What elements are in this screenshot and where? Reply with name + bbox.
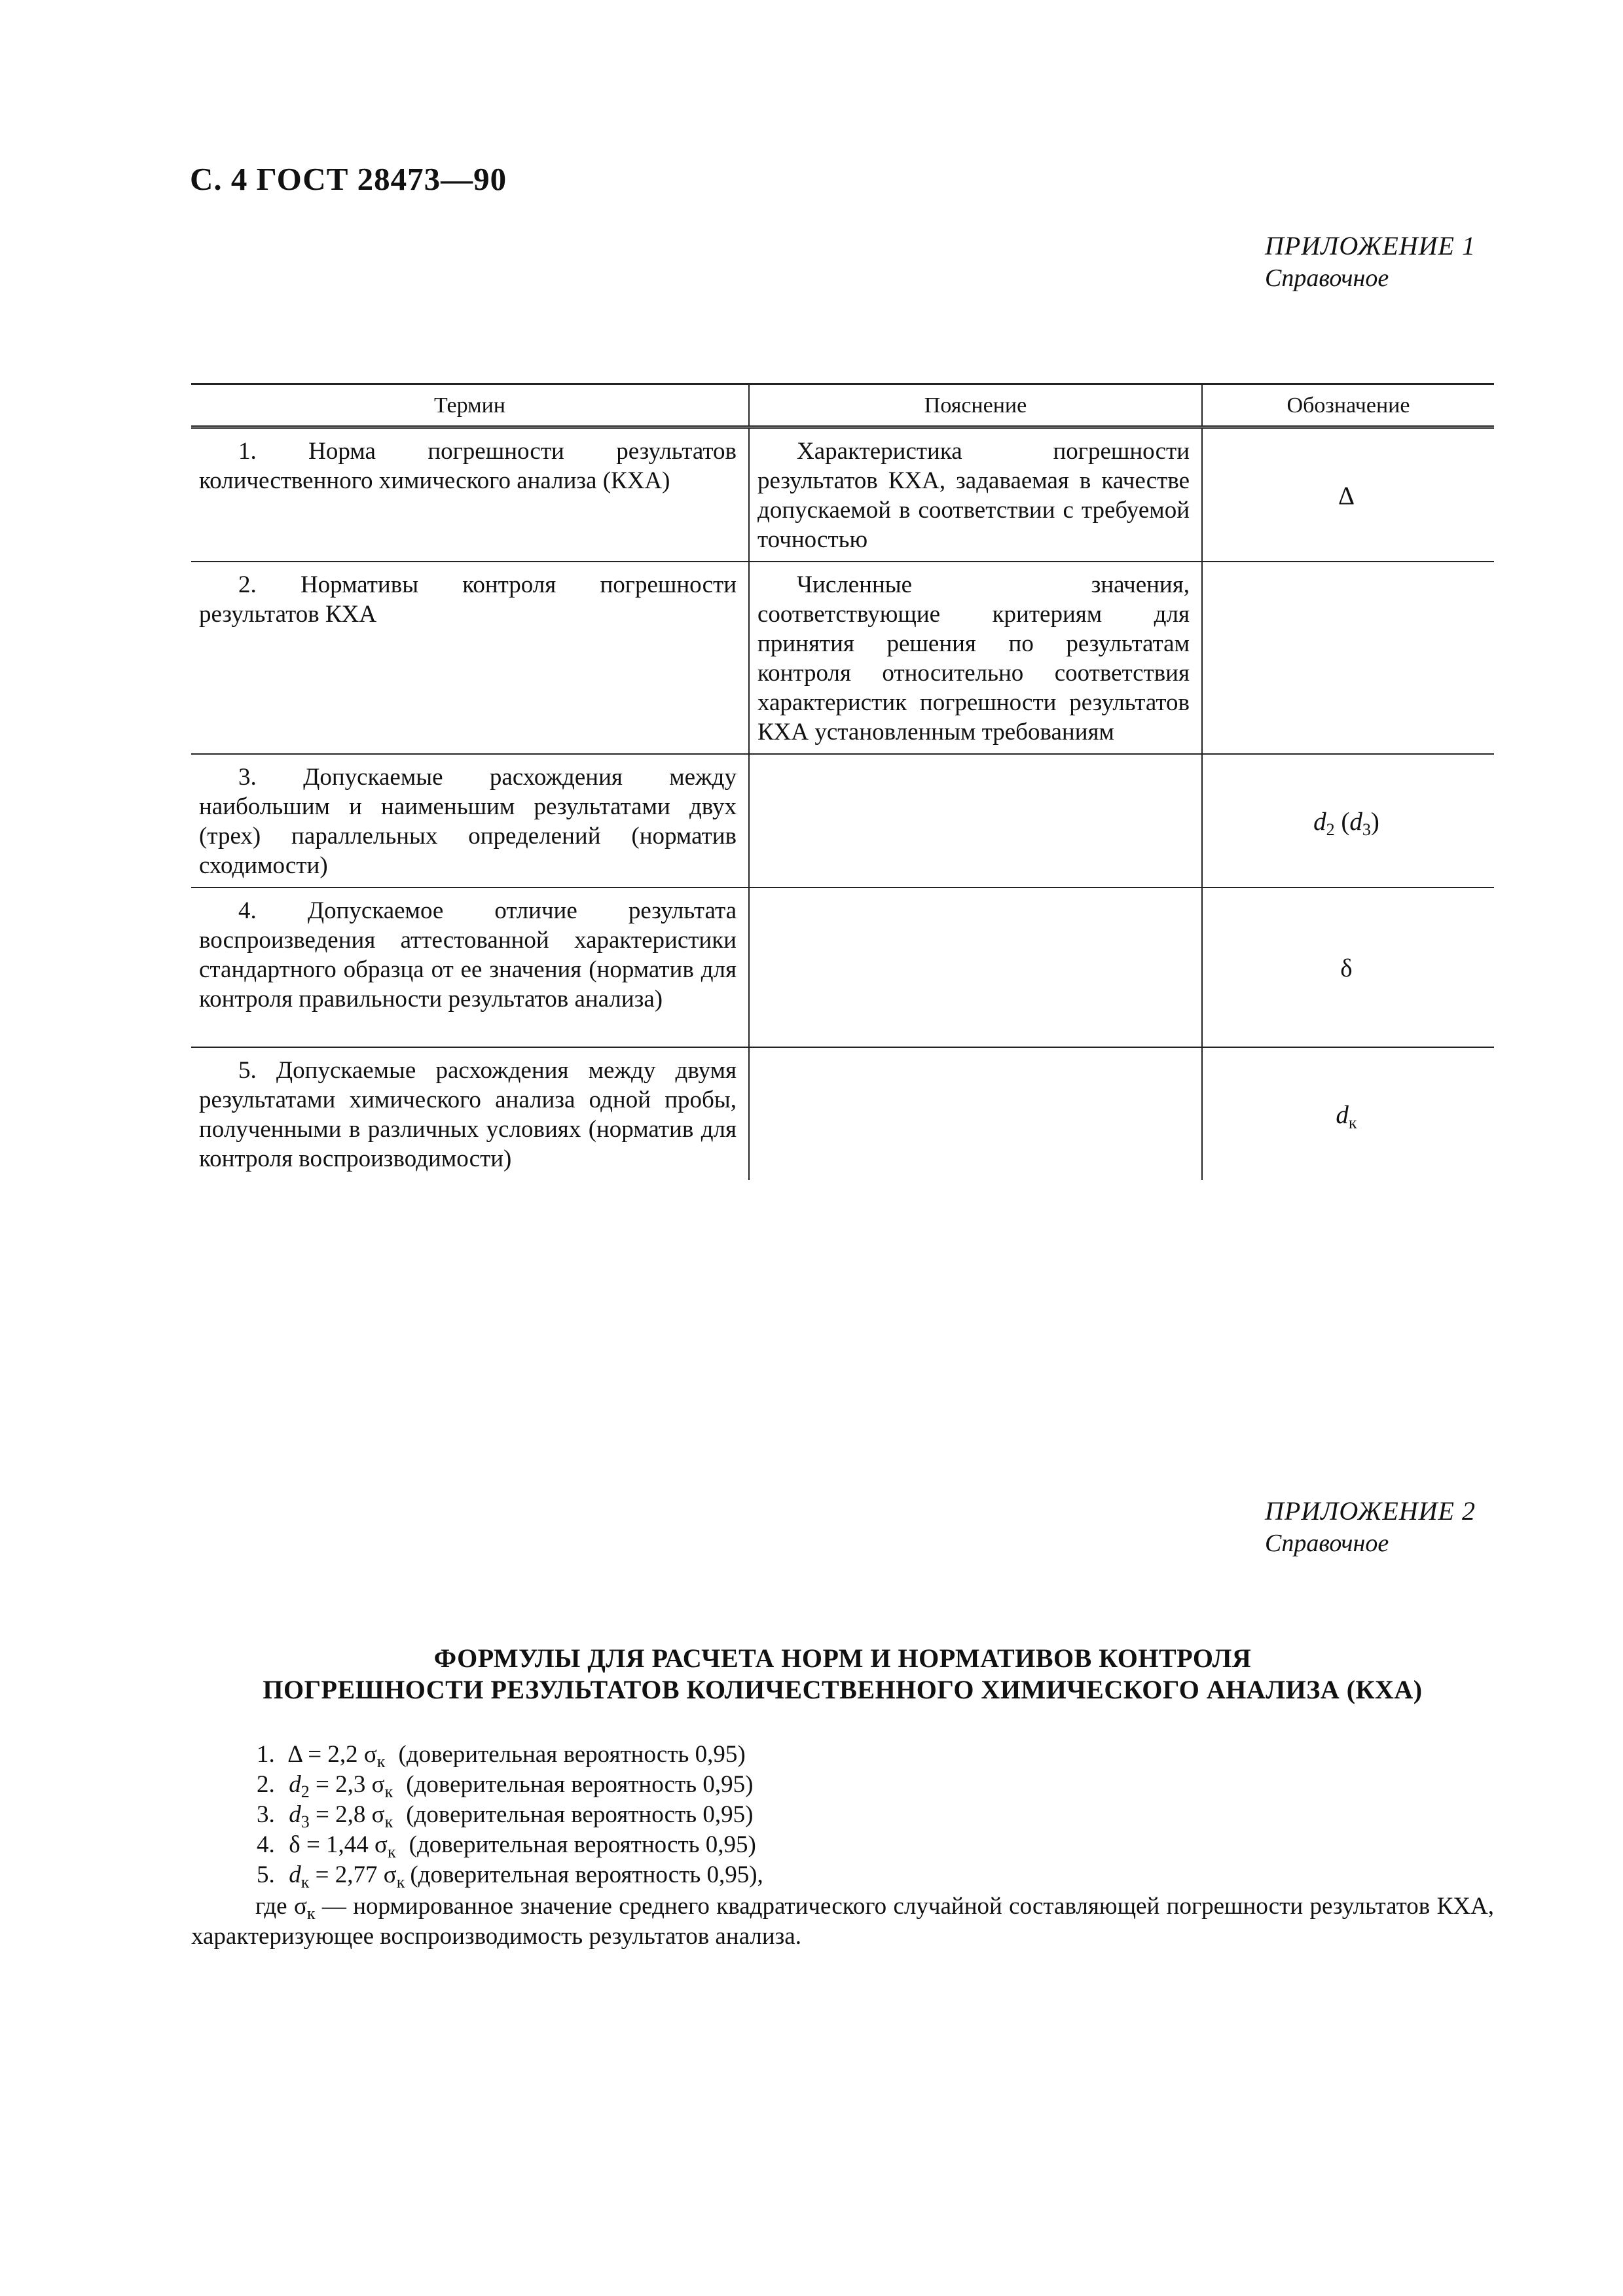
page-header: С. 4 ГОСТ 28473—90: [190, 161, 507, 197]
term-text: 3. Допускаемые расхождения между наибольшим и наименьшим результатами двух (трех) параллельных определений (норматив сходимости): [199, 764, 737, 879]
explanation-cell: [749, 562, 1202, 754]
explanation-cell: [749, 1047, 1202, 1180]
appendix-1-title: ПРИЛОЖЕНИЕ 1: [1265, 231, 1476, 260]
term-text: 5. Допускаемые расхождения между двумя результатами химического анализа одной пробы, полученными в различных условиях (норматив для контроля воспроизводимости): [199, 1057, 737, 1172]
terms-table: [191, 383, 1494, 1180]
term-text: 1. Норма погрешности результатов количественного химического анализа (КХА): [199, 438, 737, 494]
term-text: 4. Допускаемое отличие результата воспроизведения аттестованной характеристики стандартного образца от ее значения (норматив для контроля правильности результатов анализа): [199, 897, 737, 1013]
symbol-cell: [1202, 888, 1494, 1047]
symbol-dk: $d_к$: [1336, 1100, 1357, 1132]
appendix-1-label: [1265, 230, 1476, 293]
explanation-text: Численные значения, соответствующие критериям для принятия решения по результатам контроля относительно соответствия характеристик погрешности результатов КХА установленным требованиям: [757, 571, 1190, 745]
formula-item: 3. $d_3 = 2,8$ $\sigma_к$ (доверительная вероятность 0,95): [257, 1801, 754, 1831]
formula-item: 1. Δ = 2,2 $\sigma_к$ (доверительная вероятность 0,95): [257, 1741, 746, 1771]
term-cell: [191, 427, 749, 562]
formulas-list: [191, 1740, 1494, 1952]
appendix-2-title: ПРИЛОЖЕНИЕ 2: [1265, 1496, 1476, 1526]
term-cell: [191, 1047, 749, 1180]
term-cell: [191, 888, 749, 1047]
formulas-heading-line-1: ФОРМУЛЫ ДЛЯ РАСЧЕТА НОРМ И НОРМАТИВОВ КОНТРОЛЯ: [433, 1643, 1252, 1673]
table-row: [191, 427, 1494, 562]
symbol-delta-small: δ: [1340, 954, 1353, 982]
column-header-explanation: Пояснение: [749, 384, 1202, 427]
appendix-1-subtitle: Справочное: [1265, 264, 1389, 292]
explanation-cell: [749, 754, 1202, 888]
symbol-delta: Δ: [1338, 481, 1355, 510]
formulas-heading: [191, 1643, 1494, 1706]
explanation-text: Характеристика погрешности результатов КХА, задаваемая в качестве допускаемой в соответствии с требуемой точностью: [757, 438, 1190, 553]
symbol-cell: [1202, 754, 1494, 888]
formula-item: 5. $d_к = 2,77$ $\sigma_к$ (доверительная вероятность 0,95),: [257, 1861, 763, 1892]
appendix-2-label: [1265, 1496, 1476, 1558]
formula-explanation: где $\sigma_к$ — нормированное значение среднего квадратического случайной составляющей погрешности результатов КХА, характеризующее воспроизводимость результатов анализа.: [191, 1893, 1494, 1950]
symbol-cell: [1202, 562, 1494, 754]
formula-item: 2. $d_2 = 2,3$ $\sigma_к$ (доверительная вероятность 0,95): [257, 1771, 754, 1801]
explanation-cell: [749, 888, 1202, 1047]
term-text: 2. Нормативы контроля погрешности результатов КХА: [199, 571, 737, 628]
table-row: [191, 754, 1494, 888]
column-header-term: Термин: [191, 384, 749, 427]
term-cell: [191, 754, 749, 888]
table-row: [191, 562, 1494, 754]
table-row: [191, 1047, 1494, 1180]
column-header-symbol: Обозначение: [1202, 384, 1494, 427]
table-header-row: [191, 384, 1494, 427]
formulas-heading-line-2: ПОГРЕШНОСТИ РЕЗУЛЬТАТОВ КОЛИЧЕСТВЕННОГО ХИМИЧЕСКОГО АНАЛИЗА (КХА): [263, 1675, 1423, 1704]
table-row: [191, 888, 1494, 1047]
explanation-cell: [749, 427, 1202, 562]
appendix-2-subtitle: Справочное: [1265, 1530, 1389, 1557]
symbol-cell: [1202, 1047, 1494, 1180]
term-cell: [191, 562, 749, 754]
formula-item: 4. δ = 1,44 $\sigma_к$ (доверительная вероятность 0,95): [257, 1831, 756, 1861]
symbol-d2-d3: $d_2$ $(d_3)$: [1313, 807, 1379, 839]
symbol-cell: [1202, 427, 1494, 562]
